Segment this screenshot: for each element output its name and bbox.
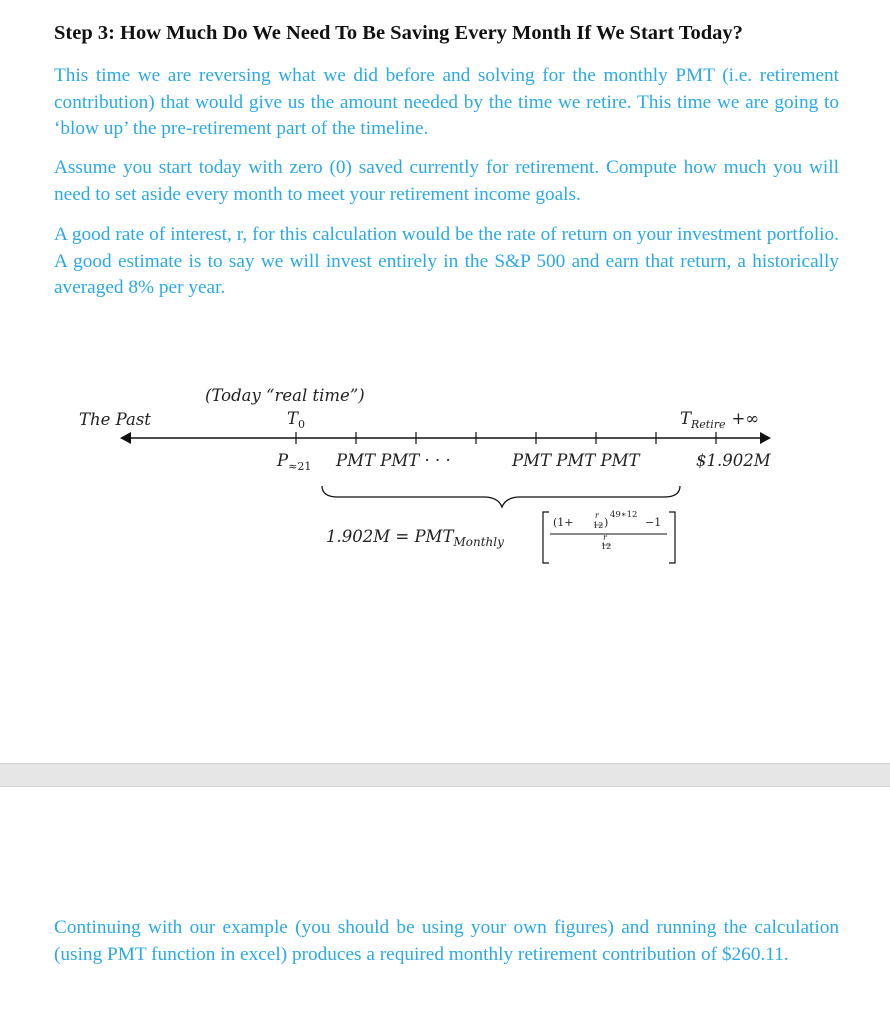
paragraph-assume: Assume you start today with zero (0) saved currently for retirement. Compute how much you will need to set aside every month to meet your retirement income goals. (54, 157, 839, 205)
paragraph-conclusion: Continuing with our example (you should be using your own figures) and running the calculation (using PMT function in excel) produces a required monthly retirement contribution of $260.11. (54, 917, 839, 965)
equation-exponent: 49∗12 (610, 510, 638, 520)
step-heading: Step 3: How Much Do We Need To Be Saving Every Month If We Start Today? (54, 22, 743, 44)
equation-inner-r: r (595, 511, 599, 520)
page-divider (0, 763, 890, 787)
timeline-t0-label: $T_0$ (287, 409, 306, 431)
timeline-past-label: The Past (79, 410, 151, 429)
equation-denominator-twelve: 12 (601, 542, 612, 551)
equation-right-bracket (669, 512, 675, 563)
equation-denominator-r: r (603, 533, 607, 542)
paragraph-interest-rate: A good rate of interest, r, for this calculation would be the rate of return on your investment portfolio. A good estimate is to say we will invest entirely in the S&P 500 and earn that return, a historically averaged 8% per year. (54, 224, 839, 298)
timeline-pmt-right: PMT PMT PMT (512, 451, 640, 470)
paragraph-reversing: This time we are reversing what we did before and solving for the monthly PMT (i.e. retirement contribution) that would give us the amount needed by the time we retire. This time we are going to ‘blow up’ the pre-retirement part of the timeline. (54, 65, 839, 139)
timeline-brace (322, 486, 680, 507)
timeline-today-label: (Today “real time”) (205, 386, 365, 405)
equation-inner-twelve: 12 (593, 521, 604, 530)
equation-lhs: $1.902M = PMT_{Monthly}$ (326, 527, 504, 549)
timeline-retire-label: $T_{Retire}$ +∞ (680, 409, 760, 431)
equation-left-bracket (543, 512, 549, 563)
timeline-right-arrow-icon (760, 432, 771, 444)
timeline-p-label: $P_{\approx 21}$ (277, 451, 312, 473)
timeline-final-amount: $1.902M (696, 451, 771, 470)
equation-minus-one: −1 (645, 516, 662, 529)
equation-close-paren: ) (604, 516, 609, 529)
timeline-left-arrow-icon (120, 432, 131, 444)
equation-numerator: (1+ (553, 516, 574, 529)
timeline-pmt-left: PMT PMT · · · (336, 451, 451, 470)
